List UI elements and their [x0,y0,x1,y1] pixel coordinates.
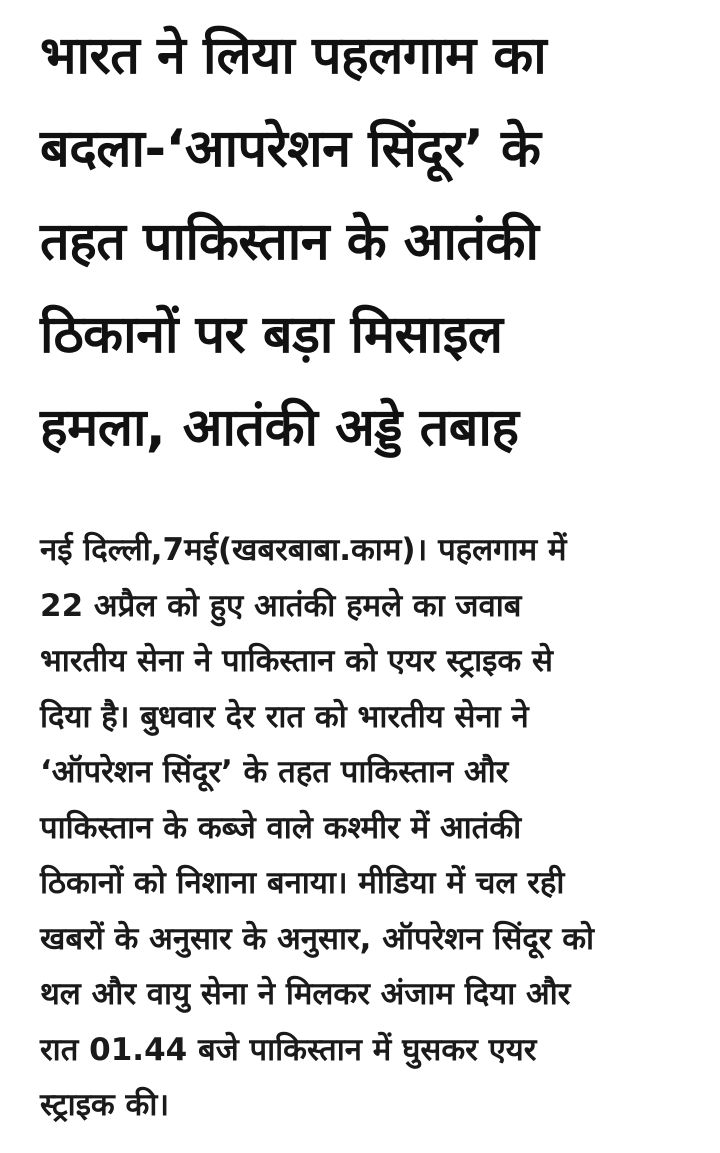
article-headline: भारत ने लिया पहलगाम का बदला-‘आपरेशन सिंदूर’ के तहत पाकिस्तान के आतंकी ठिकानों पर बड़ा मिसाइल हमला, आतंकी अड्डे तबाह [40,26,547,458]
article-body: नई दिल्ली,7मई(खबरबाबा.काम)। पहलगाम में 22 अप्रैल को हुए आतंकी हमले का जवाब भारतीय सेना ने पाकिस्तान को एयर स्ट्राइक से दिया है। बुधवार देर रात को भारतीय सेना ने ‘ऑपरेशन सिंदूर’ के तहत पाकिस्तान और पाकिस्तान के कब्जे वाले कश्मीर में आतंकी ठिकानों को निशाना बनाया। मीडिया में चल रही खबरों के अनुसार के अनुसार, ऑपरेशन सिंदूर को थल और वायु सेना ने मिलकर अंजाम दिया और रात 01.44 बजे पाकिस्तान में घुसकर एयर स्ट्राइक की। [40,532,595,1123]
